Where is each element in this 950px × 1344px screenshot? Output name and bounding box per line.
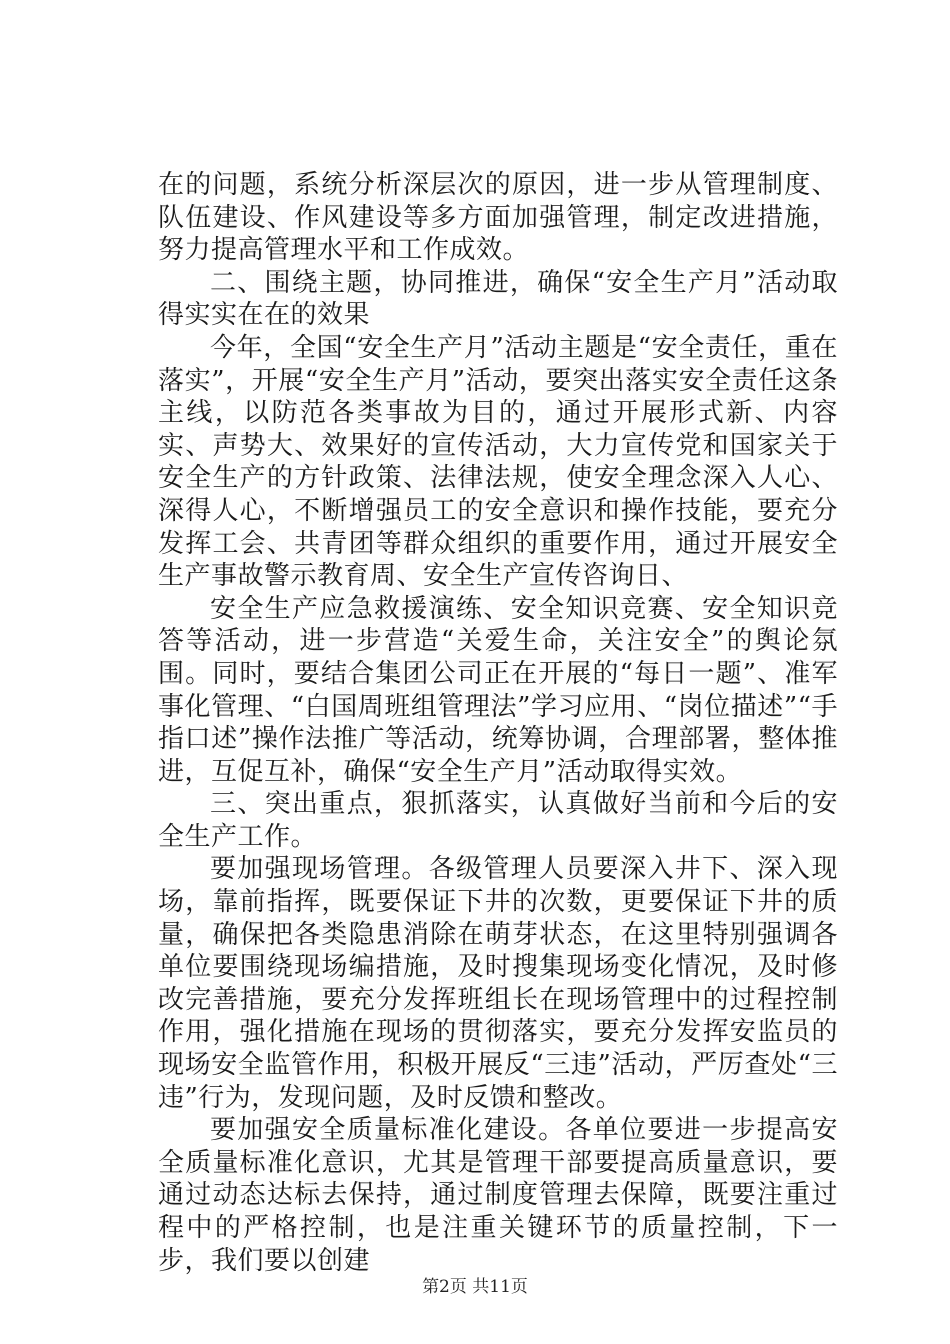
paragraph: 在的问题，系统分析深层次的原因，进一步从管理制度、队伍建设、作风建设等多方面加强管理，制定改进措施，努力提高管理水平和工作成效。	[158, 170, 838, 266]
section-heading: 二、围绕主题，协同推进，确保“安全生产月”活动取得实实在在的效果	[158, 267, 838, 331]
page-number-footer: 第2页 共11页	[422, 1277, 528, 1297]
paragraph: 要加强现场管理。各级管理人员要深入井下、深入现场，靠前指挥，既要保证下井的次数，更要保证下井的质量，确保把各类隐患消除在萌芽状态，在这里特别强调各单位要围绕现场编措施，及时搜集现场变化情况，及时修改完善措施，要充分发挥班组长在现场管理中的过程控制作用，强化措施在现场的贯彻落实，要充分发挥安监员的现场安全监管作用，积极开展反“三违”活动，严厉查处“三违”行为，发现问题，及时反馈和整改。	[158, 854, 838, 1113]
section-heading: 三、突出重点，狠抓落实，认真做好当前和今后的安全生产工作。	[158, 789, 838, 852]
paragraph: 安全生产应急救援演练、安全知识竞赛、安全知识竞答等活动，进一步营造“关爱生命，关注安全”的舆论氛围。同时，要结合集团公司正在开展的“每日一题”、准军事化管理、“白国周班组管理法”学习应用、“岗位描述”“手指口述”操作法推广等活动，统筹协调，合理部署，整体推进，互促互补，确保“安全生产月”活动取得实效。	[158, 593, 838, 787]
document-body	[158, 169, 838, 1277]
paragraph: 要加强安全质量标准化建设。各单位要进一步提高安全质量标准化意识，尤其是管理干部要提高质量意识，要通过动态达标去保持，通过制度管理去保障，既要注重过程中的严格控制，也是注重关键环节的质量控制，下一步，我们要以创建	[158, 1115, 838, 1276]
paragraph: 今年，全国“安全生产月”活动主题是“安全责任，重在落实”，开展“安全生产月”活动，要突出落实安全责任这条主线，以防范各类事故为目的，通过开展形式新、内容实、声势大、效果好的宣传活动，大力宣传党和国家关于安全生产的方针政策、法律法规，使安全理念深入人心、深得人心，不断增强员工的安全意识和操作技能，要充分发挥工会、共青团等群众组织的重要作用，通过开展安全生产事故警示教育周、安全生产宣传咨询日、	[158, 332, 838, 592]
